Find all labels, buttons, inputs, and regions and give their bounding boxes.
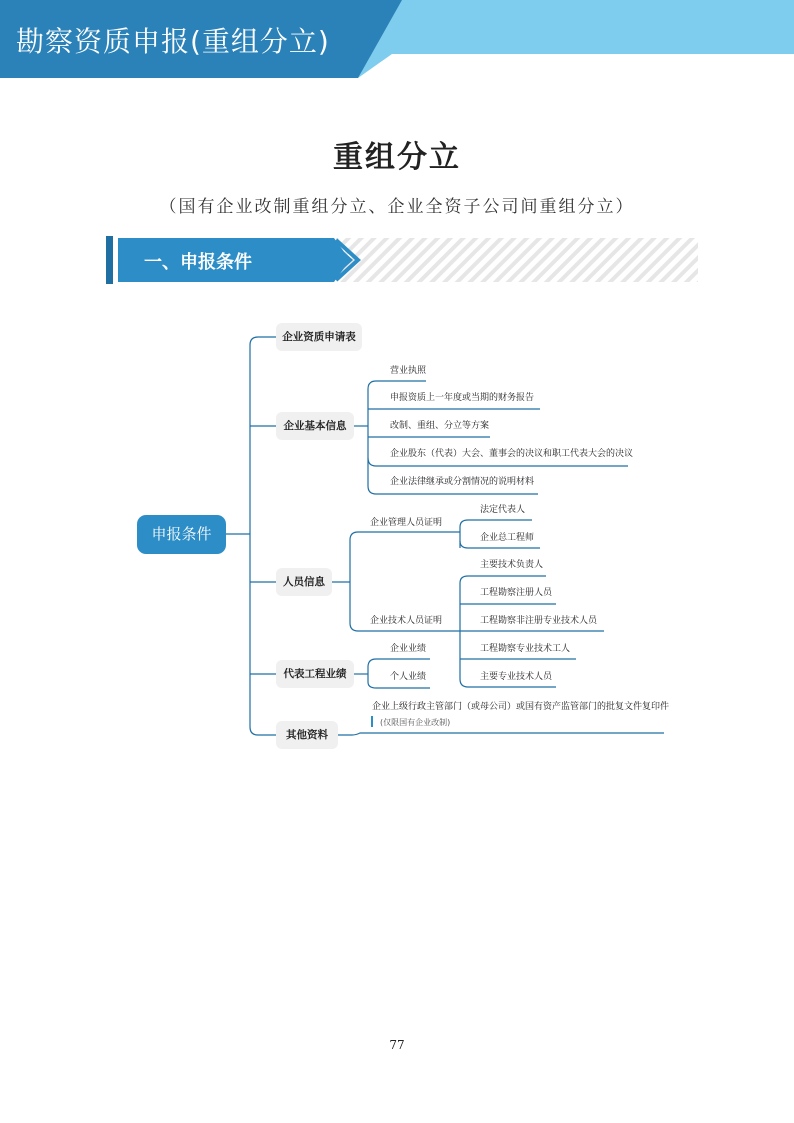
page-number: 77 <box>389 1038 405 1052</box>
section-heading: 一、申报条件 <box>144 252 252 273</box>
leaf-restructure-plan: 改制、重组、分立等方案 <box>390 421 490 431</box>
leaf-non-registered-staff: 工程勘察非注册专业技术人员 <box>480 616 598 626</box>
leaf-shareholder-resolution: 企业股东（代表）大会、董事会的决议和职工代表大会的决议 <box>390 449 634 459</box>
leaf-registered-staff: 工程勘察注册人员 <box>480 588 553 598</box>
node-basic-info: 企业基本信息 <box>276 412 354 440</box>
leaf-approval-documents: 企业上级行政主管部门（或母公司）或国有资产监管部门的批复文件复印件 <box>372 702 670 712</box>
node-other: 其他资料 <box>276 721 338 749</box>
node-performance: 代表工程业绩 <box>276 660 354 688</box>
leaf-technical-lead: 主要技术负责人 <box>480 560 544 570</box>
node-application-form: 企业资质申请表 <box>276 323 362 351</box>
leaf-company-performance: 企业业绩 <box>390 644 427 654</box>
page-title: 重组分立 <box>333 140 461 175</box>
leaf-technical-proof: 企业技术人员证明 <box>370 616 443 626</box>
leaf-personal-performance: 个人业绩 <box>390 672 427 682</box>
leaf-legal-representative: 法定代表人 <box>480 505 526 515</box>
node-personnel: 人员信息 <box>276 568 332 596</box>
leaf-professional-staff: 主要专业技术人员 <box>480 672 553 682</box>
page-subtitle: （国有企业改制重组分立、企业全资子公司间重组分立） <box>159 197 635 217</box>
leaf-legal-succession: 企业法律继承或分割情况的说明材料 <box>390 477 535 487</box>
leaf-financial-report: 申报资质上一年度或当期的财务报告 <box>390 393 535 403</box>
leaf-chief-engineer: 企业总工程师 <box>480 533 535 543</box>
leaf-management-proof: 企业管理人员证明 <box>370 518 443 528</box>
leaf-technical-workers: 工程勘察专业技术工人 <box>480 644 571 654</box>
header-title: 勘察资质申报(重组分立) <box>16 25 330 58</box>
leaf-business-license: 营业执照 <box>390 366 427 376</box>
leaf-approval-note: (仅限国有企业改制) <box>380 718 451 727</box>
mindmap-root: 申报条件 <box>137 515 226 554</box>
